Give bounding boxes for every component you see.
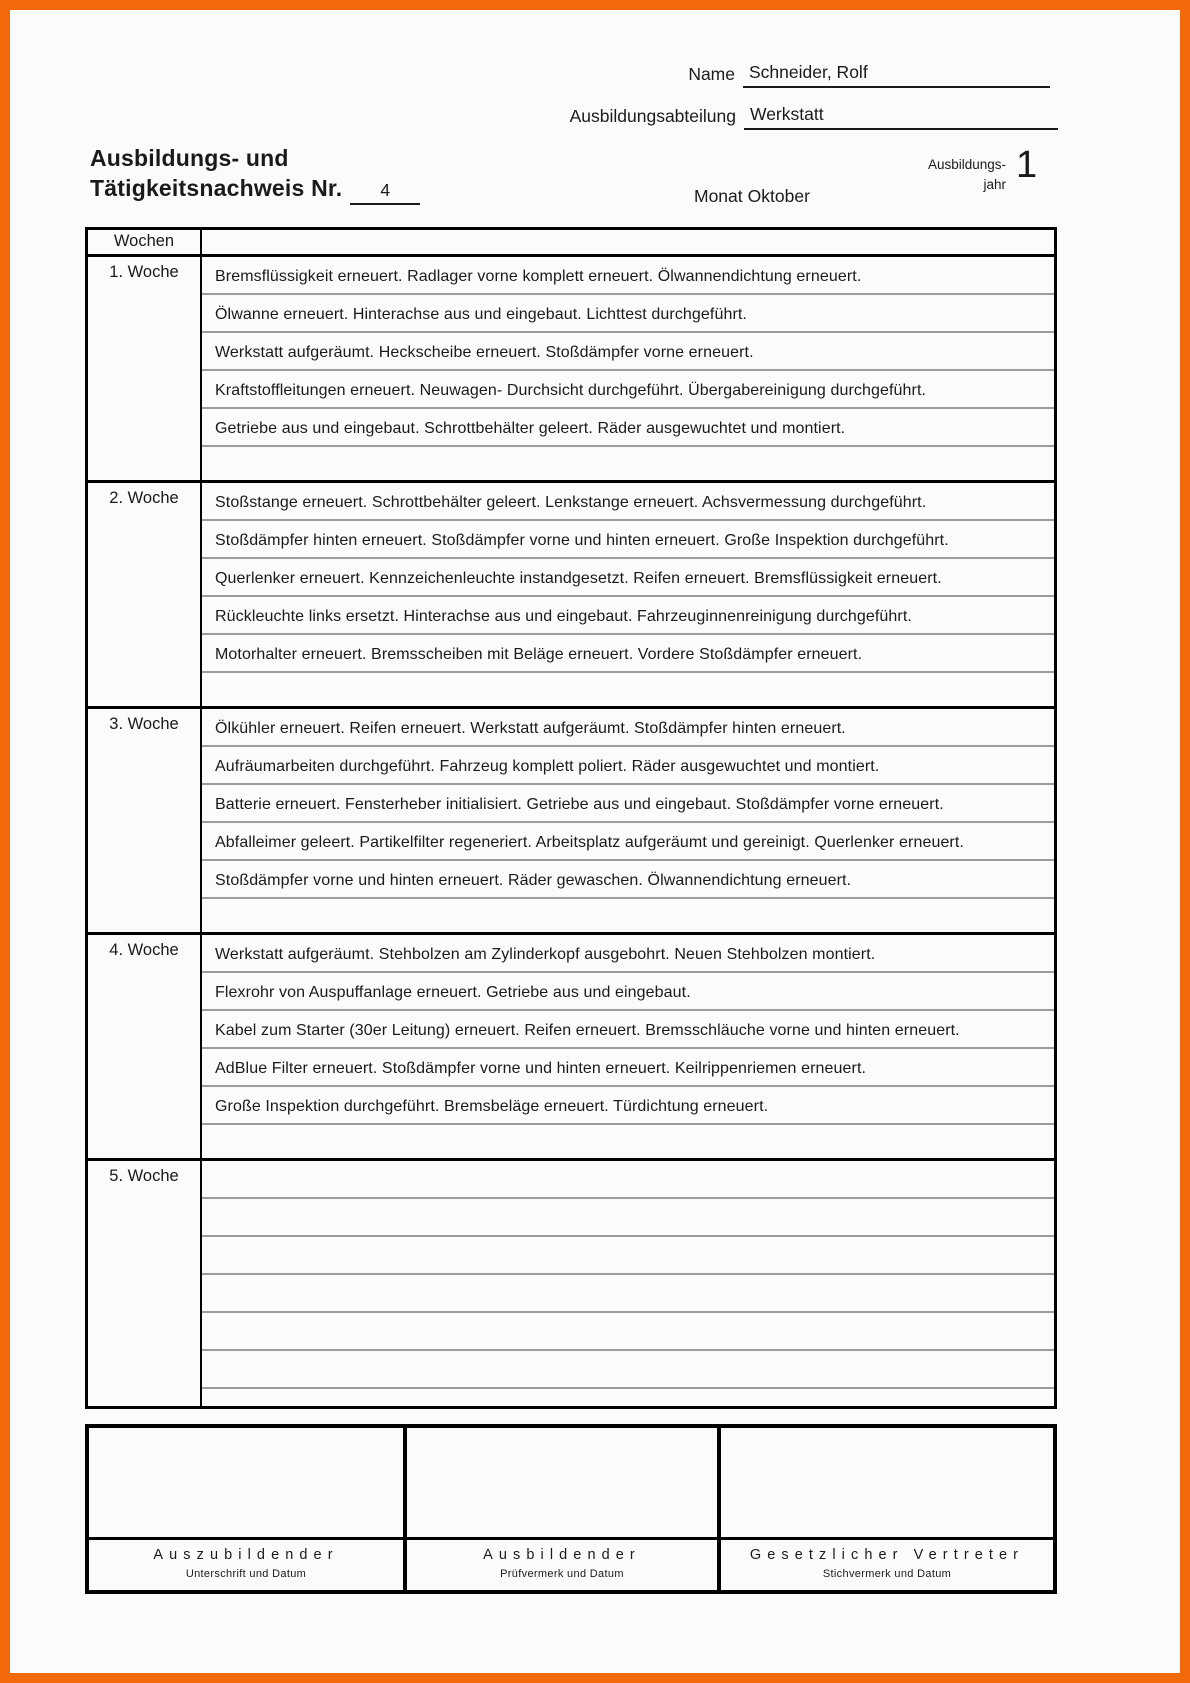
entry-line [202,1049,1054,1087]
entry-line [202,747,1054,785]
training-year-value: 1 [1016,144,1038,186]
entry-text: Kabel zum Starter (30er Leitung) erneuert. Reifen erneuert. Bremsschläuche vorne und hinten erneuert. [215,1022,960,1039]
entry-text: Stoßstange erneuert. Schrottbehälter geleert. Lenkstange erneuert. Achsvermessung durchgeführt. [215,494,927,511]
entry-text: Stoßdämpfer hinten erneuert. Stoßdämpfer vorne und hinten erneuert. Große Inspektion durchgeführt. [215,532,949,549]
entry-text: Flexrohr von Auspuffanlage erneuert. Getriebe aus und eingebaut. [215,984,691,1001]
signature-subtitle: Prüfvermerk und Datum [500,1568,624,1580]
weeks-header-empty-cell [202,230,1054,254]
week-label: 3. Woche [109,715,179,733]
week-label-cell [88,935,202,1158]
weeks-table-header-row [88,230,1054,257]
signature-role-label: Gesetzlicher Vertreter [749,1547,1025,1563]
report-number: 4 [350,179,420,205]
empty-space [202,1125,1054,1158]
week-block [88,935,1054,1161]
week-label-cell [88,1161,202,1406]
page-title [90,144,420,205]
entry-line [202,1161,1054,1199]
week-entries [202,257,1054,480]
entry-line [202,1011,1054,1049]
department-value: Werkstatt [744,104,1058,130]
signature-area [721,1428,1053,1537]
entry-line [202,409,1054,447]
entry-text: Kraftstoffleitungen erneuert. Neuwagen- Durchsicht durchgeführt. Übergabereinigung durchgeführt. [215,382,927,399]
week-block [88,709,1054,935]
signature-column [407,1428,721,1590]
signature-column [89,1428,407,1590]
week-entries [202,935,1054,1158]
week-label-cell [88,483,202,706]
training-year-label-line1: Ausbildungs- [927,157,1006,172]
entry-line [202,1237,1054,1275]
signature-footer [721,1537,1053,1590]
entry-line [202,1313,1054,1351]
signature-subtitle: Unterschrift und Datum [185,1568,307,1580]
entry-line [202,597,1054,635]
entry-line [202,483,1054,521]
entry-line [202,1275,1054,1313]
week-label: 1. Woche [109,263,179,281]
signature-table [85,1424,1057,1594]
entry-line [202,785,1054,823]
department-field-row [570,104,1058,130]
entry-text: Querlenker erneuert. Kennzeichenleuchte instandgesetzt. Reifen erneuert. Bremsflüssigkeit erneuert. [215,570,942,587]
entry-text: Werkstatt aufgeräumt. Stehbolzen am Zylinderkopf ausgebohrt. Neuen Stehbolzen montiert. [215,946,876,963]
signature-area [89,1428,403,1537]
entry-text: Getriebe aus und eingebaut. Schrottbehälter geleert. Räder ausgewuchtet und montiert. [215,420,846,437]
week-label: 2. Woche [109,489,179,507]
signature-footer [407,1537,717,1590]
month-label: Monat [694,186,743,206]
entry-text: Ölwanne erneuert. Hinterachse aus und eingebaut. Lichttest durchgeführt. [215,306,747,323]
signature-subtitle: Stichvermerk und Datum [822,1568,952,1580]
week-label: 5. Woche [109,1167,179,1185]
training-year-label-line2: jahr [983,177,1006,193]
entry-text: Stoßdämpfer vorne und hinten erneuert. Räder gewaschen. Ölwannendichtung erneuert. [215,872,852,889]
entry-text: AdBlue Filter erneuert. Stoßdämpfer vorne und hinten erneuert. Keilrippenriemen erneuert. [215,1060,867,1077]
week-label: 4. Woche [109,941,179,959]
entry-line [202,333,1054,371]
entry-text: Abfalleimer geleert. Partikelfilter regeneriert. Arbeitsplatz aufgeräumt und gereinigt. Querlenker erneuert. [215,834,964,851]
signature-role-label: Ausbildender [483,1547,641,1563]
page-title-line2: Tätigkeitsnachweis Nr. [90,174,343,201]
empty-space [202,447,1054,480]
entry-text: Ölkühler erneuert. Reifen erneuert. Werkstatt aufgeräumt. Stoßdämpfer hinten erneuert. [215,720,846,737]
signature-area [407,1428,717,1537]
empty-space [202,899,1054,932]
training-year-label [888,155,1006,196]
entry-line [202,257,1054,295]
signature-footer [89,1537,403,1590]
name-field-row [688,62,1050,88]
entry-line [202,295,1054,333]
signature-role-label: Auszubildender [153,1547,339,1563]
name-label: Name [688,64,735,84]
weeks-body [88,257,1054,1406]
week-entries [202,483,1054,706]
signature-column [721,1428,1053,1590]
entry-line [202,935,1054,973]
name-value: Schneider, Rolf [743,62,1050,88]
month-field-row [694,186,810,207]
entry-text: Motorhalter erneuert. Bremsscheiben mit Beläge erneuert. Vordere Stoßdämpfer erneuert. [215,646,863,663]
entry-line [202,709,1054,747]
entry-line [202,371,1054,409]
entry-line [202,1199,1054,1237]
empty-space [202,673,1054,706]
department-label: Ausbildungsabteilung [569,106,736,126]
page-title-line1: Ausbildungs- und [90,145,289,171]
empty-space [202,1389,1054,1406]
week-block [88,257,1054,483]
week-block [88,483,1054,709]
entry-line [202,973,1054,1011]
entry-text: Werkstatt aufgeräumt. Heckscheibe erneuert. Stoßdämpfer vorne erneuert. [215,344,754,361]
entry-line [202,521,1054,559]
entry-text: Bremsflüssigkeit erneuert. Radlager vorne komplett erneuert. Ölwannendichtung erneuert. [215,268,862,285]
weeks-table [85,227,1057,1409]
week-entries [202,1161,1054,1406]
entry-line [202,861,1054,899]
entry-text: Rückleuchte links ersetzt. Hinterachse aus und eingebaut. Fahrzeuginnenreinigung durchgeführt. [215,608,912,625]
entry-line [202,559,1054,597]
weeks-header-cell: Wochen [88,230,202,254]
entry-line [202,823,1054,861]
week-label-cell [88,709,202,932]
entry-line [202,1087,1054,1125]
month-value: Oktober [747,186,810,206]
entry-line [202,635,1054,673]
entry-text: Große Inspektion durchgeführt. Bremsbeläge erneuert. Türdichtung erneuert. [215,1098,769,1115]
entry-text: Aufräumarbeiten durchgeführt. Fahrzeug komplett poliert. Räder ausgewuchtet und montiert. [215,758,880,775]
week-entries [202,709,1054,932]
entry-text: Batterie erneuert. Fensterheber initialisiert. Getriebe aus und eingebaut. Stoßdämpfer vorne erneuert. [215,796,944,813]
entry-line [202,1351,1054,1389]
week-label-cell [88,257,202,480]
week-block [88,1161,1054,1406]
